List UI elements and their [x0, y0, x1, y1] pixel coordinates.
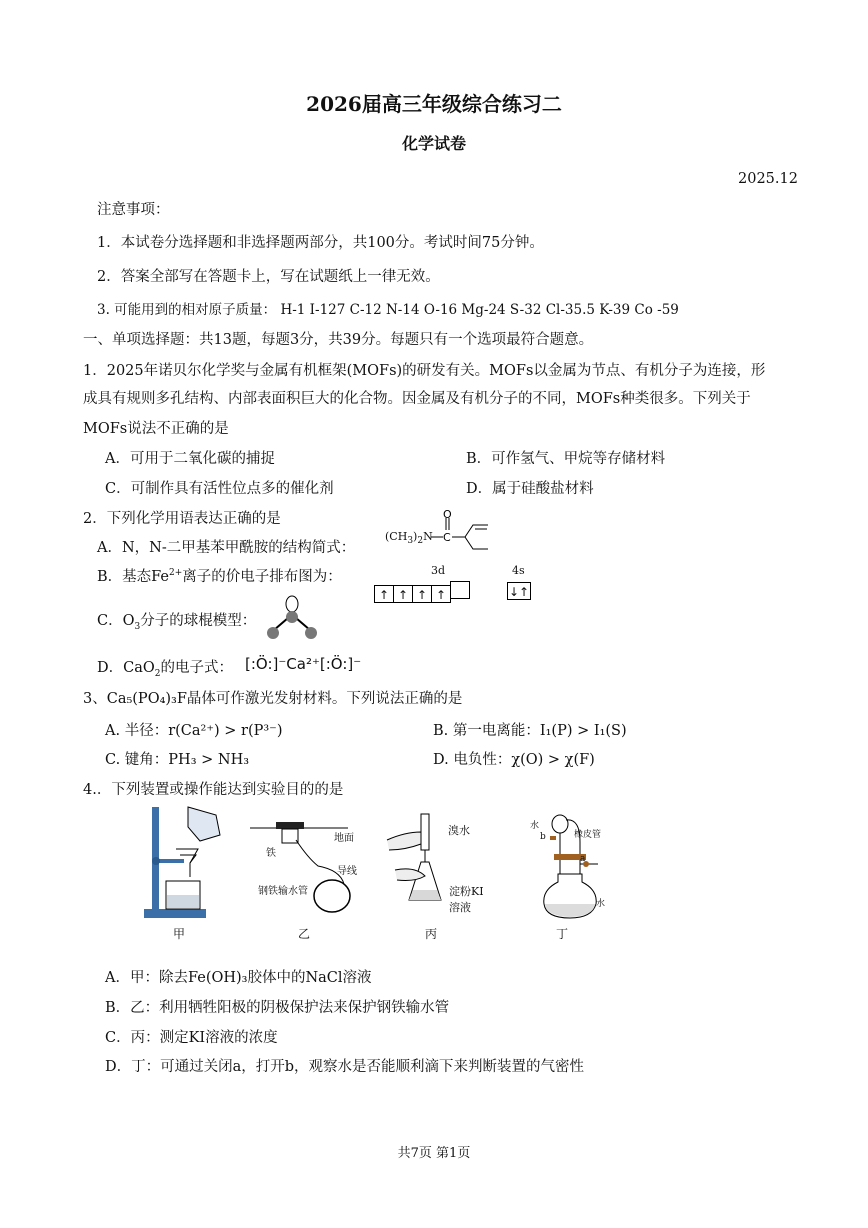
- label-daoxian: 导线: [337, 866, 357, 877]
- svg-text:O: O: [443, 510, 452, 521]
- q1-option-d: D．属于硅酸盐材料: [466, 481, 594, 497]
- page-title: 2026届高三年级综合练习二: [306, 92, 562, 116]
- q2-stem: 2．下列化学用语表达正确的是: [83, 511, 281, 527]
- q1-option-b: B．可作氢气、甲烷等存储材料: [466, 451, 666, 467]
- orbital-label-3d: 3d: [431, 564, 446, 577]
- orbital-box: ↑: [393, 585, 413, 603]
- q4-option-b: B．乙：利用牺牲阳极的阴极保护法来保护钢铁输水管: [105, 1000, 450, 1016]
- exam-date: 2025.12: [738, 171, 798, 187]
- amide-bonds: [385, 510, 500, 555]
- q4-option-a: A．甲：除去Fe(OH)₃胶体中的NaCl溶液: [105, 970, 372, 986]
- label-a: a: [580, 854, 586, 864]
- q1-option-a: A．可用于二氧化碳的捕捉: [105, 451, 275, 467]
- label-xiangpi: 橡皮管: [574, 830, 602, 840]
- notes-item: 3. 可能用到的相对原子质量： H-1 I-127 C-12 N-14 O-16 Mg-24 S-32 Cl-35.5 K-39 Co -59: [97, 302, 679, 318]
- q1-stem: 成具有规则多孔结构、内部表面积巨大的化合物。因金属及有机分子的不同，MOFs种类很多。下列关于: [83, 391, 751, 407]
- orbital-box: [450, 581, 470, 599]
- svg-text:C: C: [443, 531, 451, 544]
- apparatus-bing-label: 丙: [425, 927, 438, 941]
- q1-stem: MOFs说法不正确的是: [83, 421, 229, 437]
- orbital-box: ↑: [374, 585, 394, 603]
- q3-option-d: D. 电负性：χ(O) > χ(F): [433, 752, 595, 768]
- label-dianfen: 淀粉KI: [449, 885, 484, 898]
- q1-option-c: C．可制作具有活性位点多的催化剂: [105, 481, 334, 497]
- q2-option-a: A．N，N-二甲基苯甲酰胺的结构简式：: [97, 540, 356, 556]
- q4-stem: 4.．下列装置或操作能达到实验目的的是: [83, 782, 344, 798]
- orbital-label-4s: 4s: [512, 564, 525, 577]
- page-subtitle: 化学试卷: [401, 134, 466, 153]
- q2-option-d: D．CaO$_2$的电子式：: [97, 660, 233, 679]
- apparatus-jia-label: 甲: [173, 927, 186, 941]
- label-shui2: 水: [596, 899, 606, 909]
- label-tie: 铁: [266, 848, 276, 859]
- q4-option-c: C．丙：测定KI溶液的浓度: [105, 1030, 278, 1046]
- apparatus-jia: [140, 805, 230, 923]
- orbital-diagram-3d: [374, 581, 469, 603]
- ozone-ball-stick-model: [262, 594, 322, 646]
- page-footer: 共7页 第1页: [397, 1146, 471, 1161]
- orbital-diagram-4s: [507, 581, 530, 600]
- q3-option-b: B. 第一电离能：I₁(P) > I₁(S): [433, 723, 627, 739]
- q2-option-b: B．基态$Fe^{2+}$离子的价电子排布图为：: [97, 568, 342, 585]
- apparatus-ding-label: 丁: [556, 927, 569, 941]
- label-b: b: [540, 832, 546, 842]
- orbital-box: ↓↑: [507, 582, 531, 600]
- label-dimian: 地面: [334, 833, 354, 844]
- notes-item: 2．答案全部写在答题卡上，写在试题纸上一律无效。: [97, 269, 440, 285]
- orbital-box: ↑: [431, 585, 451, 603]
- notes-item: 1．本试卷分选择题和非选择题两部分，共100分。考试时间75分钟。: [97, 235, 544, 251]
- label-rongye: 溶液: [449, 901, 471, 914]
- orbital-box: ↑: [412, 585, 432, 603]
- cao2-electron-formula: [:Ö:]⁻Ca²⁺[:Ö:]⁻: [245, 655, 362, 673]
- amide-structure: $(CH_3)_2N$ C O: [385, 510, 500, 555]
- notes-heading: 注意事项：: [97, 202, 170, 218]
- label-xiushui: 溴水: [448, 824, 470, 837]
- q2-option-c: C．$O_3$分子的球棍模型：: [97, 613, 257, 632]
- q1-stem: 1．2025年诺贝尔化学奖与金属有机框架(MOFs)的研发有关。MOFs以金属为节点、有机分子为连接，形: [83, 363, 766, 379]
- q3-option-c: C. 键角：PH₃ > NH₃: [105, 752, 250, 768]
- q3-option-a: A. 半径：r(Ca²⁺) > r(P³⁻): [105, 723, 283, 739]
- apparatus-yi-label: 乙: [298, 927, 311, 941]
- apparatus-bing: [385, 810, 445, 915]
- q4-option-d: D．丁：可通过关闭a，打开b，观察水是否能顺利滴下来判断装置的气密性: [105, 1059, 585, 1075]
- label-shui: 水: [530, 821, 540, 831]
- label-guan: 钢铁输水管: [258, 886, 308, 897]
- section-heading: 一、单项选择题：共13题，每题3分，共39分。每题只有一个选项最符合题意。: [83, 332, 594, 348]
- q3-stem: 3、Ca₅(PO₄)₃F晶体可作激光发射材料。下列说法正确的是: [83, 691, 463, 707]
